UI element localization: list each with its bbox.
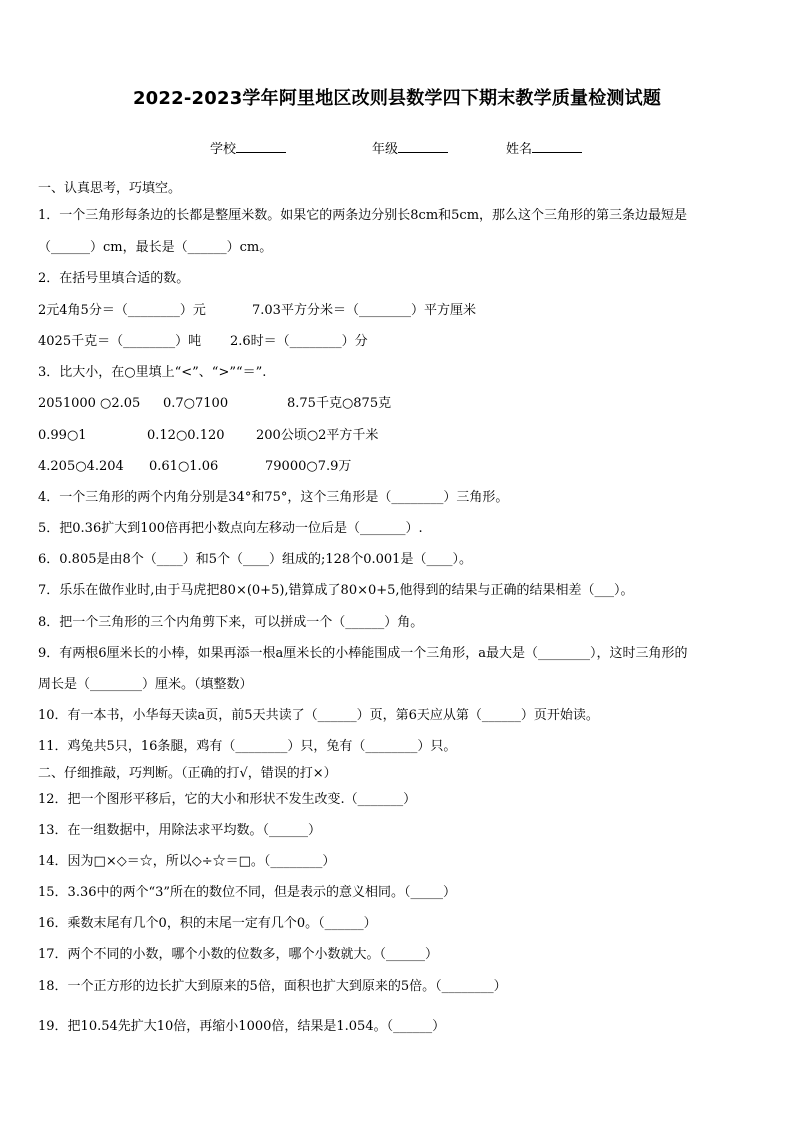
name-blank[interactable]	[532, 140, 582, 153]
question-3-item-5: 0.12○0.120	[147, 428, 225, 443]
question-18: 18．一个正方形的边长扩大到原来的5倍，面积也扩大到原来的5倍。（________）	[38, 979, 507, 994]
question-3-item-7: 4.205○4.204	[38, 459, 124, 474]
school-field	[210, 140, 286, 159]
question-12: 12．把一个图形平移后，它的大小和形状不发生改变.（_______）	[38, 792, 417, 807]
question-3-item-6: 200公顷○2平方千米	[256, 428, 379, 443]
question-3: 3．比大小，在○里填上“<”、“>”“＝”.	[38, 365, 267, 380]
question-3-item-2: 0.7○7100	[163, 396, 229, 411]
question-2-item-b: 7.03平方分米＝（________）平方厘米	[252, 303, 476, 318]
question-8: 8．把一个三角形的三个内角剪下来，可以拼成一个（______）角。	[38, 615, 424, 630]
question-1-line-2: （______）cm，最长是（______）cm。	[38, 240, 273, 255]
name-label: 姓名	[506, 142, 533, 157]
question-13: 13．在一组数据中，用除法求平均数。（______）	[38, 823, 322, 838]
section-2-heading: 二、仔细推敲，巧判断。（正确的打√，错误的打×）	[38, 766, 337, 781]
question-3-item-4: 0.99○1	[38, 428, 87, 443]
question-11: 11．鸡兔共5只，16条腿，鸡有（________）只，兔有（________）只。	[38, 739, 457, 754]
question-4: 4．一个三角形的两个内角分别是34°和75°，这个三角形是（________）三角形。	[38, 490, 509, 505]
question-3-item-3: 8.75千克○875克	[287, 396, 392, 411]
question-6: 6．0.805是由8个（____）和5个（____）组成的;128个0.001是（____）。	[38, 552, 472, 567]
question-9-line-1: 9．有两根6厘米长的小棒，如果再添一根a厘米长的小棒能围成一个三角形，a最大是（________），这时三角形的	[38, 646, 688, 661]
question-19: 19．把10.54先扩大10倍，再缩小1000倍，结果是1.054。（______）	[38, 1019, 446, 1034]
page-title: 2022-2023学年阿里地区改则县数学四下期末教学质量检测试题	[132, 88, 662, 109]
section-1-heading: 一、认真思考，巧填空。	[38, 181, 182, 196]
question-3-item-1: 2051000 ○2.05	[38, 396, 141, 411]
name-field	[506, 140, 582, 159]
grade-label: 年级	[372, 142, 399, 157]
question-5: 5．把0.36扩大到100倍再把小数点向左移动一位后是（_______）.	[38, 521, 423, 536]
question-7: 7．乐乐在做作业时,由于马虎把80×(0+5),错算成了80×0+5,他得到的结果与正确的结果相差（___）。	[38, 583, 634, 598]
question-17: 17．两个不同的小数，哪个小数的位数多，哪个小数就大。（______）	[38, 947, 439, 962]
question-15: 15．3.36中的两个“3”所在的数位不同，但是表示的意义相同。（_____）	[38, 885, 457, 900]
question-10: 10．有一本书，小华每天读a页，前5天共读了（______）页，第6天应从第（______）页开始读。	[38, 708, 599, 723]
question-2-item-d: 2.6时＝（________）分	[230, 334, 368, 349]
question-16: 16．乘数末尾有几个0，积的末尾一定有几个0。（______）	[38, 916, 377, 931]
question-1-line-1: 1．一个三角形每条边的长都是整厘米数。如果它的两条边分别长8cm和5cm，那么这个三角形的第三条边最短是	[38, 208, 688, 223]
question-9-line-2: 周长是（________）厘米。（填整数）	[38, 677, 253, 692]
grade-blank[interactable]	[398, 140, 448, 153]
question-2-item-c: 4025千克＝（________）吨	[38, 334, 202, 349]
question-14: 14．因为□×◇＝☆，所以◇÷☆＝□。（________）	[38, 854, 336, 869]
question-3-item-9: 79000○7.9万	[265, 459, 352, 474]
school-label: 学校	[210, 142, 237, 157]
question-3-item-8: 0.61○1.06	[149, 459, 219, 474]
question-2-item-a: 2元4角5分＝（________）元	[38, 303, 206, 318]
question-2: 2．在括号里填合适的数。	[38, 271, 190, 286]
grade-field	[372, 140, 448, 159]
school-blank[interactable]	[236, 140, 286, 153]
